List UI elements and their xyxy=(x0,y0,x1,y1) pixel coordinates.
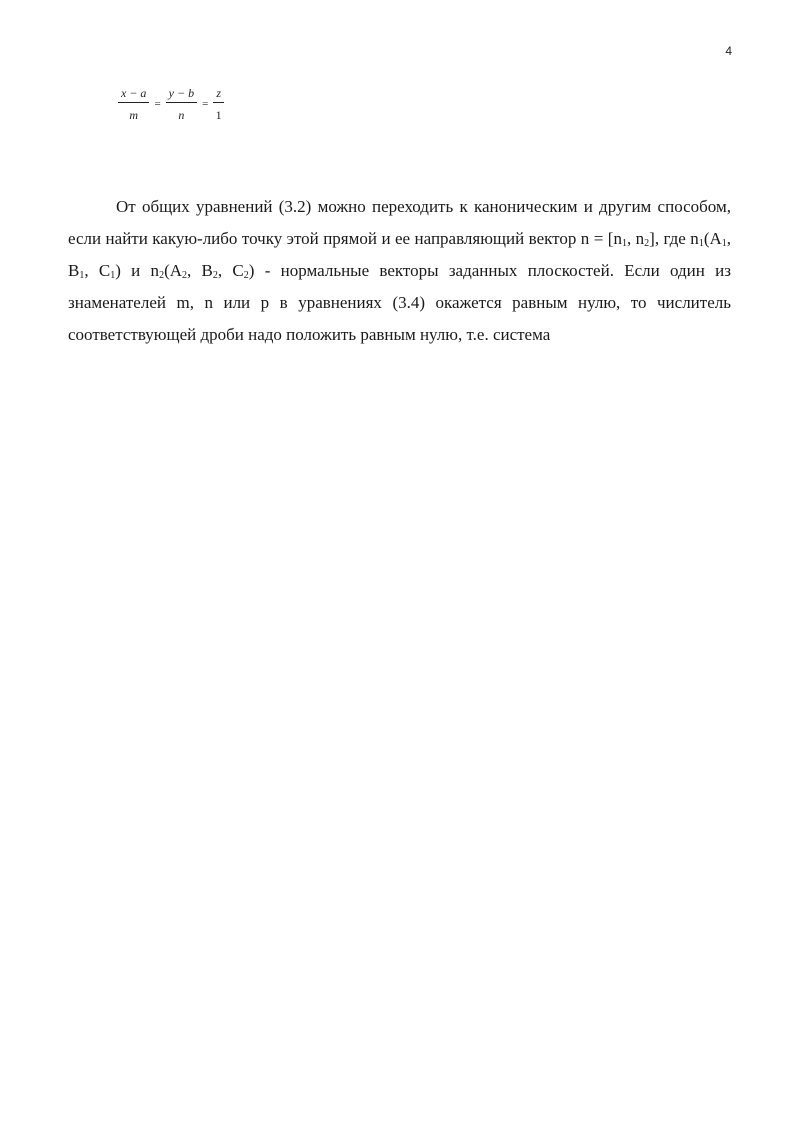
subscript: 1 xyxy=(79,270,85,281)
text-run: , B xyxy=(187,261,213,280)
text-run: , B xyxy=(68,229,732,280)
text-run: , C xyxy=(84,261,111,280)
text-run: ) - нормальные векторы заданных плоскостей. Если один из знаменателей m, n или p в уравнениях (3.4) окажется равным нулю, то числитель соответствующей дроби надо положить равным нулю, т.е. система xyxy=(68,261,731,344)
fraction-z-denominator: 1 xyxy=(215,108,222,122)
subscript: 2 xyxy=(159,270,165,281)
text-run: (A xyxy=(164,261,183,280)
fraction-z xyxy=(213,86,224,122)
equals-sign: = xyxy=(202,98,209,110)
subscript: 1 xyxy=(621,238,627,249)
body-paragraph xyxy=(68,191,731,351)
fraction-x xyxy=(118,86,149,122)
fraction-y-numerator: y − b xyxy=(166,86,197,103)
text-run: ) и n xyxy=(115,261,160,280)
subscript: 2 xyxy=(182,270,188,281)
text-run: ], где n xyxy=(649,229,699,248)
subscript: 2 xyxy=(644,238,650,249)
fraction-x-numerator: x − a xyxy=(118,86,149,103)
subscript: 1 xyxy=(721,238,727,249)
text-run: , n xyxy=(626,229,645,248)
fraction-y-denominator: n xyxy=(178,108,185,122)
equals-sign: = xyxy=(154,98,161,110)
fraction-z-numerator: z xyxy=(213,86,224,103)
canonical-line-equation xyxy=(118,86,224,122)
page-number: 4 xyxy=(725,44,732,58)
fraction-y xyxy=(166,86,197,122)
subscript: 1 xyxy=(110,270,116,281)
text-run: , C xyxy=(217,261,244,280)
text-run: (A xyxy=(703,229,722,248)
subscript: 1 xyxy=(698,238,704,249)
subscript: 2 xyxy=(243,270,249,281)
text-run: От общих уравнений (3.2) можно переходить к каноническим и другим способом, если найти какую-либо точку этой прямой и ее направляющий вектор n = [n xyxy=(68,197,731,248)
fraction-x-denominator: m xyxy=(129,108,139,122)
subscript: 2 xyxy=(212,270,218,281)
